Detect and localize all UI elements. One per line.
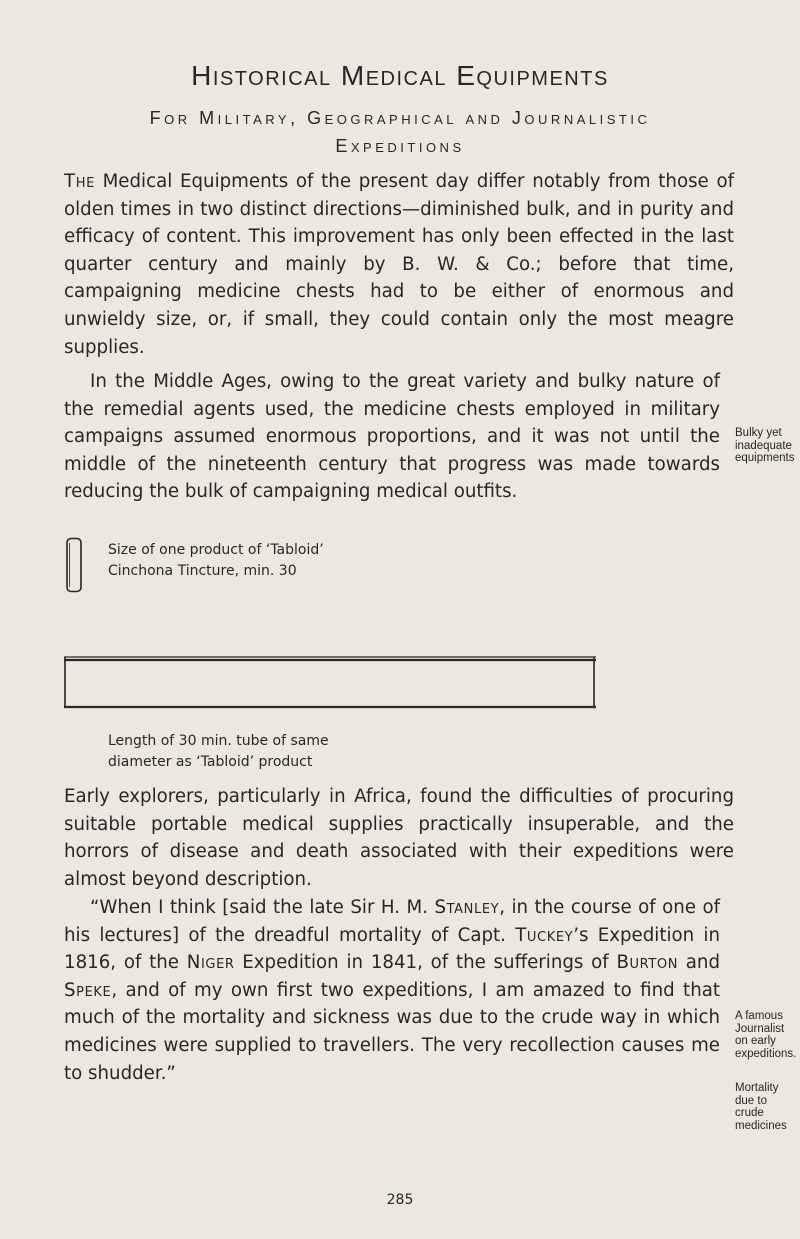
quote-part-3: ’s Expedition in 1816, of the (64, 924, 720, 974)
figure-caption-tabloid-line-1: Size of one product of ‘Tabloid’ (108, 542, 324, 558)
subtitle-line-2: Expeditions (335, 136, 465, 156)
paragraph-middle-ages: In the Middle Ages, owing to the great variety and bulky nature of the remedial agents used, the medicine chests employed in military campaigns assumed enormous proportions, and it was not until the middle of the nineteenth century that progress was made towards reducing the bulk of campaigning medical outfits. (64, 371, 720, 503)
margin-note-bulky: Bulky yet inadequate equipments (735, 427, 795, 464)
figure-caption-tube-line-2: diameter as ‘Tabloid’ product (108, 754, 313, 770)
figure-caption-tube-line-1: Length of 30 min. tube of same (108, 733, 329, 749)
quote-part-1: “When I think [said the late Sir H. M. (90, 897, 435, 918)
page-title: Historical Medical Equipments (191, 60, 609, 91)
quote-part-4: Expedition in 1841, of the sufferings of (234, 952, 617, 974)
figure-caption-tabloid (108, 540, 324, 582)
margin-note-famous: A famous Journalist on early expeditions. (735, 1010, 797, 1060)
tabloid-product-illustration (64, 537, 84, 593)
figure-caption-tabloid-line-2: Cinchona Tincture, min. 30 (108, 563, 297, 579)
name-niger: Niger (186, 952, 235, 974)
quote-part-6: , and of my own first two expeditions, I am amazed to find that much of the mortality and sickness was due to the crude way in which medicines were supplied to travellers. The very recollection causes me to shudder.” (64, 979, 720, 1084)
paragraph-early-explorers: Early explorers, particularly in Africa, found the difficulties of procuring suitable portable medical supplies practically insuperable, and the horrors of disease and death associated with their expeditions were almost beyond description. (64, 786, 734, 890)
name-tuckey: Tuckey (515, 924, 574, 946)
paragraph-intro-text: Medical Equipments of the present day differ notably from those of olden times in two distinct directions—diminished bulk, and in purity and efficacy of content. This improvement has only been effected in the last quarter century and mainly by B. W. & Co.; before that time, campaigning medicine chests had to be either of enormous and unwieldy size, or, if small, they could contain only the most meagre supplies. (64, 171, 734, 358)
paragraph-stanley-quote (64, 894, 720, 1087)
drop-lead-word: The (64, 171, 95, 192)
quote-part-2: , in the course of one of his lectures] of the dreadful mortality of Capt. (64, 897, 720, 946)
subtitle-line-1: For Military, Geographical and Journalistic (149, 108, 651, 128)
quote-part-5: and (678, 952, 720, 974)
page-subtitle (70, 104, 730, 160)
figure-caption-tube (108, 731, 329, 773)
name-burton: Burton (616, 952, 679, 974)
margin-note-mortality: Mortality due to crude medicines (735, 1082, 787, 1132)
page-number: 285 (386, 1192, 414, 1208)
tube-length-illustration (64, 656, 596, 709)
name-speke: Speke (64, 979, 112, 1001)
paragraph-intro (64, 168, 734, 361)
name-stanley: Stanley (434, 897, 500, 918)
